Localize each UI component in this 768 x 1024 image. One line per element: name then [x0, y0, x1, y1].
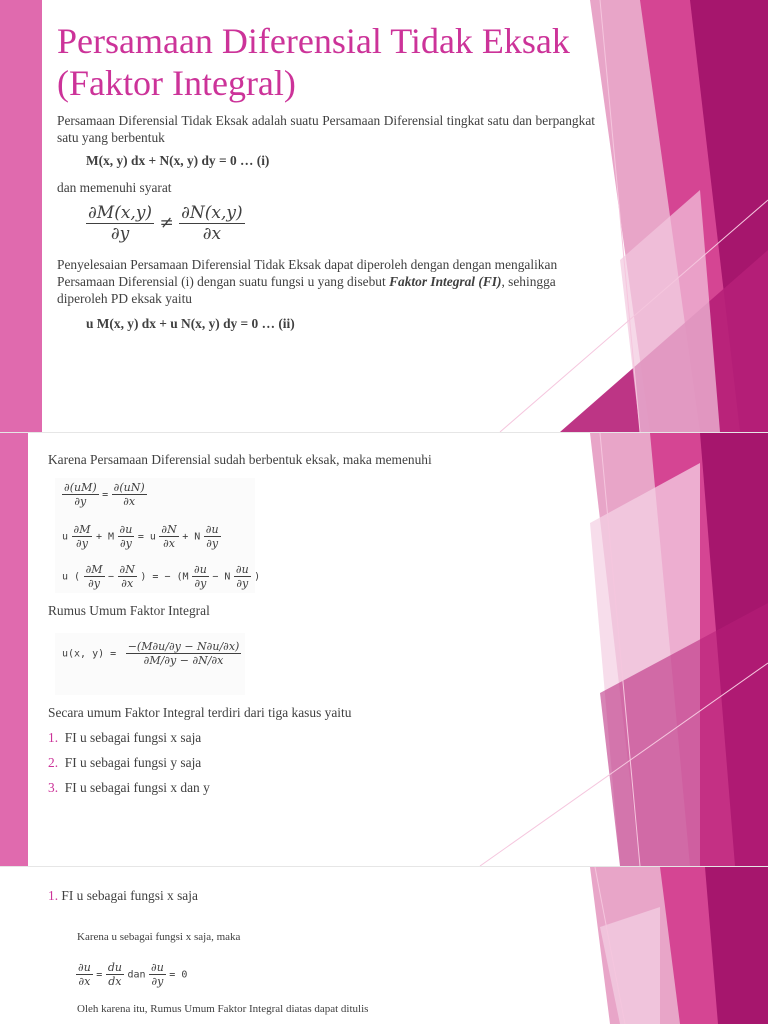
slide-3	[0, 867, 768, 1024]
intro-paragraph: Persamaan Diferensial Tidak Eksak adalah suatu Persamaan Diferensial tingkat satu dan berpangkat satu yang berbentuk	[57, 113, 595, 145]
u-open-paren: u (	[62, 571, 81, 583]
fraction-denominator: ∂M/∂y − ∂N/∂x	[143, 654, 224, 667]
fraction-numerator: ∂(uN)	[113, 481, 145, 494]
list-item	[48, 730, 201, 746]
fraction-numerator: ∂u	[194, 563, 207, 576]
fraction-denominator: ∂x	[163, 537, 175, 550]
case-heading	[48, 888, 198, 904]
fraction-denominator: dx	[108, 975, 122, 988]
left-pink-bar	[0, 0, 42, 432]
fraction-numerator: ∂M	[85, 563, 103, 576]
fraction-numerator: ∂(uM)	[64, 481, 97, 494]
close-paren: )	[254, 571, 261, 583]
equation-ii: u M(x, y) dx + u N(x, y) dy = 0 … (ii)	[86, 316, 295, 331]
fraction-numerator: ∂N(x,y)	[181, 203, 243, 223]
fraction-numerator: ∂u	[235, 563, 249, 576]
rumus-umum-heading: Rumus Umum Faktor Integral	[48, 603, 210, 618]
derivative-condition	[76, 961, 187, 988]
fraction-denominator: ∂x	[202, 224, 222, 244]
solution-text-b: , sehingga diperoleh PD eksak yaitu	[57, 274, 556, 306]
u-xy-equals: u(x, y) =	[62, 648, 117, 660]
list-text: FI u sebagai fungsi x saja	[64, 730, 202, 745]
fraction-numerator: ∂N	[161, 523, 177, 536]
dan-word: dan	[127, 969, 146, 981]
list-number: 2.	[48, 755, 59, 770]
u-symbol: u	[62, 531, 69, 543]
fraction-numerator: ∂u	[78, 961, 91, 974]
case-explanation: Karena u sebagai fungsi x saja, maka	[77, 931, 241, 943]
list-text: FI u sebagai fungsi y saja	[64, 755, 202, 770]
fraction-denominator: ∂y	[74, 495, 87, 508]
fraction-denominator: ∂x	[78, 975, 91, 988]
plus-m: + M	[95, 531, 115, 543]
slide-title: Persamaan Diferensial Tidak Eksak (Faktor Integral)	[57, 21, 570, 103]
list-item	[48, 755, 201, 771]
exact-equation-2	[62, 523, 221, 550]
fraction-denominator: ∂y	[194, 577, 207, 590]
fraction-numerator: ∂u	[151, 961, 164, 974]
list-number: 1.	[48, 888, 59, 903]
plus-n: + N	[182, 531, 201, 543]
exact-equation-3	[62, 563, 260, 590]
fraction-numerator: ∂u	[119, 523, 133, 536]
equals-zero: = 0	[169, 969, 188, 981]
faktor-integral-term: Faktor Integral (FI)	[389, 274, 502, 289]
fraction-denominator: ∂x	[123, 495, 136, 508]
exact-intro: Karena Persamaan Diferensial sudah berbentuk eksak, maka memenuhi	[48, 452, 432, 467]
conclusion-text: Oleh karena itu, Rumus Umum Faktor Integral diatas dapat ditulis	[77, 1003, 369, 1015]
equation-i: M(x, y) dx + N(x, y) dy = 0 … (i)	[86, 153, 270, 168]
fraction-denominator: ∂y	[110, 224, 130, 244]
fraction-denominator: ∂y	[206, 537, 219, 550]
condition-intro: dan memenuhi syarat	[57, 180, 172, 195]
left-pink-bar	[0, 433, 28, 866]
equals-sign: =	[102, 489, 109, 501]
slide-1	[0, 0, 768, 432]
list-text: FI u sebagai fungsi x dan y	[64, 780, 210, 795]
slide-2	[0, 433, 768, 866]
exact-equation-1	[62, 481, 147, 508]
cases-intro: Secara umum Faktor Integral terdiri dari tiga kasus yaitu	[48, 705, 352, 720]
minus-sign: −	[108, 571, 115, 583]
equals-minus-m: ) = − (M	[140, 571, 189, 583]
rumus-umum-equation	[62, 640, 241, 667]
case-heading-text: FI u sebagai fungsi x saja	[61, 888, 198, 903]
solution-paragraph	[57, 256, 582, 307]
equals-u: = u	[137, 531, 156, 543]
fraction-numerator: −(M∂u/∂y − N∂u/∂x)	[127, 640, 240, 653]
fraction-denominator: ∂y	[88, 577, 100, 590]
list-number: 1.	[48, 730, 59, 745]
list-number: 3.	[48, 780, 59, 795]
fraction-numerator: ∂u	[205, 523, 219, 536]
fraction-denominator: ∂y	[151, 975, 164, 988]
equals-sign: =	[96, 969, 103, 981]
fraction-numerator: du	[107, 961, 122, 974]
fraction-numerator: ∂M	[73, 523, 91, 536]
non-exact-condition	[86, 203, 245, 244]
not-equal-sign: ≠	[159, 213, 174, 233]
fraction-denominator: ∂y	[236, 577, 249, 590]
minus-n: − N	[212, 571, 231, 583]
fraction-denominator: ∂x	[121, 577, 134, 590]
fraction-numerator: ∂M(x,y)	[88, 203, 153, 223]
fraction-numerator: ∂N	[119, 563, 135, 576]
list-item	[48, 780, 210, 796]
solution-text-a: Penyelesaian Persamaan Diferensial Tidak Eksak dapat diperoleh dengan dengan mengalikan Persamaan Diferensial (i) dengan suatu fungsi u yang disebut	[57, 257, 558, 289]
fraction-denominator: ∂y	[119, 537, 132, 550]
fraction-denominator: ∂y	[76, 537, 88, 550]
